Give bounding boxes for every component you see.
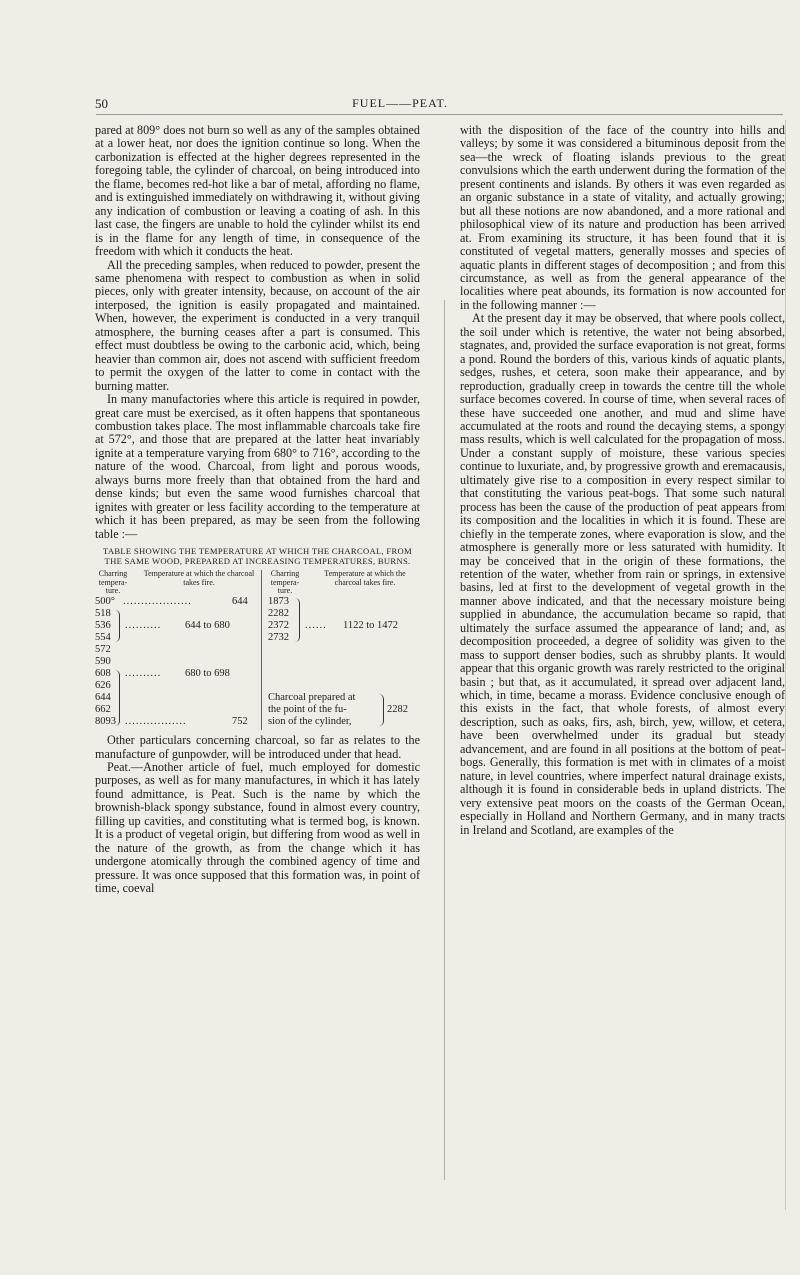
table-cell: 752 <box>232 716 248 728</box>
table-cell: 500° <box>95 596 115 608</box>
leader-dots: ................... <box>123 596 192 608</box>
right-column <box>460 124 785 837</box>
table-cell: 680 to 698 <box>185 668 230 680</box>
paragraph: with the disposition of the face of the country into hills and valleys; by some it was considered a bituminous deposit from the sea—the wreck of floating islands previous to the great convulsions which the earth underwent during the formation of the present continents and islands. By others it was even regarded as an organic substance in a state of vitality, and actually growing; but all these notions are now abandoned, and a more rational and philosophical view of its nature and production has been arrived at. From examining its structure, it has been found that it is constituted of vegetal matters, generally mosses and species of aquatic plants in different stages of decomposition ; and from this circumstance, as well as from the general appearance of the localities where peat abounds, its formation is now accounted for in the following manner :— <box>460 123 785 312</box>
charcoal-temperature-table <box>95 570 420 730</box>
table-note: Charcoal prepared at <box>268 692 356 704</box>
leader-dots: .......... <box>125 620 162 632</box>
table-cell: 2732 <box>268 632 289 644</box>
table-cell: 644 <box>232 596 248 608</box>
table-cell: 1122 to 1472 <box>343 620 399 632</box>
table-note: the point of the fu- <box>268 704 347 716</box>
table-cell: 2282 <box>268 608 289 620</box>
paragraph: pared at 809° does not burn so well as any of the samples obtained at a lower heat, nor does the ignition continue so long. When the carbonization is effected at the higher degrees represented in the foregoing table, the cylinder of charcoal, on being introduced into the flame, becomes red-hot like a bar of metal, affording no flame, and is extinguished immediately on withdrawing it, without giving any indication of combustion or leaving a coating of ash. In this last case, the fingers are unable to hold the cylinder whilst its end is in the flame for any length of time, in consequence of the freedom with which it conducts the heat. <box>95 123 420 259</box>
brace <box>295 598 300 642</box>
header-charring-temperature: Charring tempera- ture. <box>270 569 300 596</box>
table-note: sion of the cylinder, <box>268 716 352 728</box>
column-divider <box>444 300 445 1180</box>
page-number: 50 <box>95 96 108 111</box>
table-cell: 518 <box>95 608 111 620</box>
brace <box>379 694 384 726</box>
leader-dots: .......... <box>125 668 162 680</box>
table-cell: 572 <box>95 644 111 656</box>
table-cell: 608 <box>95 668 111 680</box>
table-cell: 626 <box>95 680 111 692</box>
table-cell: 662 <box>95 704 111 716</box>
table-cell: 644 to 680 <box>185 620 230 632</box>
brace <box>115 670 120 726</box>
table-divider <box>261 570 262 730</box>
table-cell: 644 <box>95 692 111 704</box>
header-charring-temperature: Charring tempera- ture. <box>98 569 128 596</box>
paragraph: At the present day it may be observed, that where pools collect, the soil under which is retentive, the water not being absorbed, stagnates, and, provided the surface evaporation is not great, forms a pond. Round the borders of this, various kinds of aquatic plants, sedges, rushes, et cetera, soon make their appearance, and by reproduction, gradually creep in towards the centre till the whole surface becomes covered. In course of time, when several races of these have succeeded one another, and mud and slime have accumulated at the roots and round the decaying stems, a spongy mass results, which is well calculated for the propagation of moss. Under a constant supply of moisture, these various species continue to luxuriate, and, by progressive growth and eremacausis, ultimately give rise to a composition in every respect similar to that constituting the various peat-bogs. That some such natural process has been the cause of the production of peat appears from its composition and the localities in which it is found. These are chiefly in the temperate zones, where evaporation is slow, and the atmosphere is generally more or less saturated with humidity. It may be conceived that in the origin of these formations, the retention of the water, whether from rain or springs, in extensive basins, led at first to the development of vegetal growth in the manner above indicated, and that the necessary moisture being supplied in abundance, the accumulation became so rapid, that ultimately the surface assumed the appearance of land; and, as decomposition proceeded, a degree of solidity was given to the mass to support denser bodies, such as shrubby plants. It would appear that this organic growth was rarely restricted to the original basin ; but that, as it accumulated, it spread over adjacent land, which, in time, became a morass. Evidence conclusive enough of this exists in the fact, that whole forests, of almost every description, such as oaks, firs, ash, birch, yew, willow, et cetera, have been overwhelmed under its gradual but steady advancement, and are found in all positions at the bottom of peat-bogs. Generally, this formation is met with in climates of a moist nature, in level countries, where imperfect natural drainage exists, although it is found in considerable beds in upland districts. The very extensive peat moors on the coasts of the German Ocean, especially in Holland and Northern Germany, and in many tracts in Ireland and Scotland, are examples of the <box>460 311 785 837</box>
header-ignition-temperature: Temperature at which the charcoal takes fire. <box>143 569 255 587</box>
paragraph: Peat.—Another article of fuel, much employed for domestic purposes, as well as for many manufactures, in which it has lately found admittance, is Peat. Such is the name by which the brownish-black spongy substance, found in almost every country, filling up cavities, and constituting what is termed bog, is known. It is a product of vegetal origin, but differing from wood as well in the nature of the growth, as from the change which it has undergone atomically through the combined agency of time and pressure. It was once supposed that this formation was, in point of time, coeval <box>95 759 420 896</box>
table-cell: 8093 <box>95 716 116 728</box>
running-title: FUEL——PEAT. <box>352 96 448 110</box>
table-cell: 590 <box>95 656 111 668</box>
leader-dots: ...... <box>305 620 327 632</box>
page-edge-rule <box>785 120 786 1210</box>
paragraph: All the preceding samples, when reduced to powder, present the same phenomena with respect to combustion as when in solid pieces, only with greater intensity, because, on account of the air interposed, the ignition is easily propagated and maintained. When, however, the experiment is conducted in a very tranquil atmosphere, the burning ceases after a part is consumed. This effect must doubtless be owing to the carbonic acid, which, being heavier than common air, does not ascend with sufficient freedom to permit the oxygen of the latter to come in contact with the burning matter. <box>95 257 420 393</box>
table-cell: 2282 <box>387 704 408 716</box>
table-cell: 554 <box>95 632 111 644</box>
left-column <box>95 124 420 895</box>
header-ignition-temperature: Temperature at which the charcoal takes fire. <box>324 569 406 587</box>
table-cell: 1873 <box>268 596 289 608</box>
paragraph: Other particulars concerning charcoal, so far as relates to the manufacture of gunpowder, will be introduced under that head. <box>95 733 420 761</box>
paragraph: In many manufactories where this article is required in powder, great care must be exercised, as it often happens that spontaneous combustion takes place. The most inflammable charcoals take fire at 572°, and those that are prepared at the latter heat invariably ignite at a temperature varying from 680° to 716°, according to the nature of the wood. Charcoal, from light and porous woods, always burns more freely than that obtained from the hard and dense kinds; but even the same wood furnishes charcoal that ignites with greater or less facility according to the temperature at which it has been prepared, as may be seen from the following table :— <box>95 392 420 541</box>
table-cell: 536 <box>95 620 111 632</box>
brace <box>115 610 120 642</box>
table-cell: 2372 <box>268 620 289 632</box>
header-rule <box>96 114 783 115</box>
leader-dots: ................. <box>125 716 187 728</box>
table-caption: TABLE SHOWING THE TEMPERATURE AT WHICH THE CHARCOAL, FROM THE SAME WOOD, PREPARED AT INCREASING TEMPERATURES, BURNS. <box>102 546 412 567</box>
